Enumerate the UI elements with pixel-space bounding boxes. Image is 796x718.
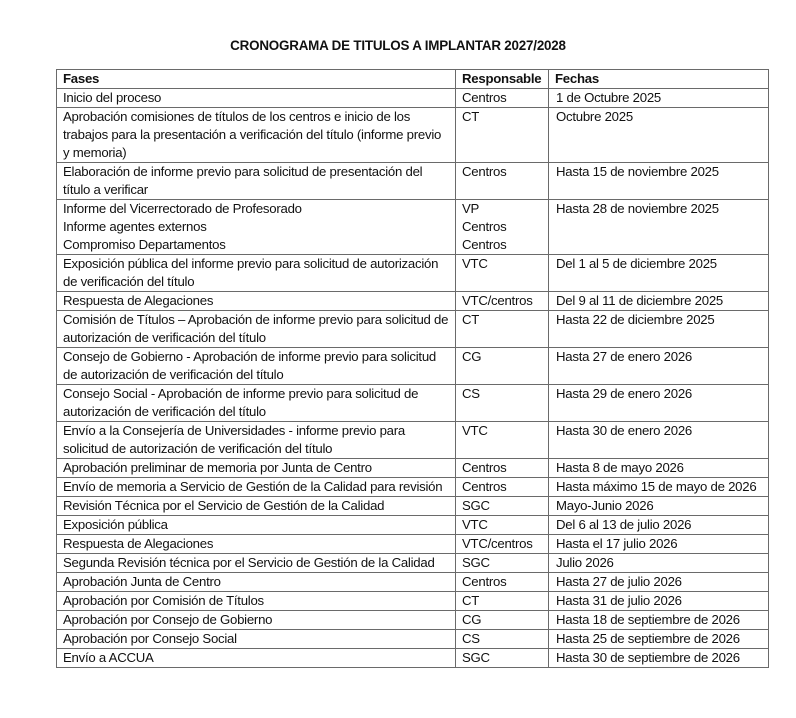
cell-responsable-text: CT: [462, 312, 480, 327]
cell-fecha: [549, 478, 769, 497]
cell-fecha: [549, 630, 769, 649]
cell-responsable: [456, 497, 549, 516]
header-fases: Fases: [57, 70, 456, 89]
cell-responsable-text: SGC: [462, 555, 490, 570]
table-row: [57, 255, 769, 292]
cell-responsable: [456, 163, 549, 200]
cell-fase-text: Aprobación Junta de Centro: [63, 574, 221, 589]
table-header-row: [57, 70, 769, 89]
cell-fecha: [549, 163, 769, 200]
cell-responsable-text: CT: [462, 593, 480, 608]
cell-fase: [57, 163, 456, 200]
cell-fase-text: Elaboración de informe previo para solicitud de presentación del título a verificar: [63, 164, 423, 197]
table-row: [57, 592, 769, 611]
table-row: [57, 459, 769, 478]
cell-responsable: [456, 89, 549, 108]
cell-fase-text: Aprobación por Consejo Social: [63, 631, 237, 646]
cell-responsable-text: VTC/centros: [462, 293, 533, 308]
table-body: [57, 89, 769, 668]
cell-fase: [57, 611, 456, 630]
cell-responsable-text: Centros: [462, 460, 507, 475]
cell-responsable-text: VP: [462, 201, 480, 216]
table-row: [57, 516, 769, 535]
table-row: [57, 292, 769, 311]
cell-fase: [57, 255, 456, 292]
cell-responsable-text: CT: [462, 109, 480, 124]
cell-fecha-text: Hasta 27 de julio 2026: [556, 574, 682, 589]
cell-responsable: [456, 422, 549, 459]
cell-fase-text: Compromiso Departamentos: [63, 237, 226, 252]
cell-fecha: [549, 311, 769, 348]
cell-responsable: [456, 200, 549, 255]
cell-fecha-text: Hasta 30 de septiembre de 2026: [556, 650, 740, 665]
cell-fecha: [549, 535, 769, 554]
cell-fase: [57, 348, 456, 385]
cell-fase-text: Exposición pública del informe previo para solicitud de autorización de verificación del título: [63, 256, 439, 289]
cell-responsable: [456, 611, 549, 630]
cell-fecha: [549, 459, 769, 478]
table-row: [57, 573, 769, 592]
cell-fase-text: Envío de memoria a Servicio de Gestión de la Calidad para revisión: [63, 479, 443, 494]
cell-responsable: [456, 535, 549, 554]
cell-fase: [57, 459, 456, 478]
table-row: [57, 611, 769, 630]
cell-responsable: [456, 348, 549, 385]
cell-fase-text: Consejo Social - Aprobación de informe previo para solicitud de autorización de verificación del título: [63, 386, 419, 419]
cell-fecha: [549, 385, 769, 422]
cell-fecha: [549, 497, 769, 516]
cell-fecha-text: Del 9 al 11 de diciembre 2025: [556, 293, 723, 308]
header-responsable: Responsable: [456, 70, 549, 89]
cell-fase: [57, 108, 456, 163]
cell-fecha: [549, 573, 769, 592]
cell-fecha-text: Hasta 29 de enero 2026: [556, 386, 693, 401]
cell-fase-text: Envío a la Consejería de Universidades - informe previo para solicitud de autorización de verificación del título: [63, 423, 405, 456]
cell-fecha-text: Hasta 18 de septiembre de 2026: [556, 612, 740, 627]
cell-fecha: [549, 422, 769, 459]
schedule-table: [56, 69, 769, 668]
cell-responsable: [456, 292, 549, 311]
table-row: [57, 497, 769, 516]
cell-fecha-text: Hasta máximo 15 de mayo de 2026: [556, 479, 757, 494]
cell-fase-text: Informe agentes externos: [63, 219, 207, 234]
cell-fecha: [549, 108, 769, 163]
cell-fase: [57, 592, 456, 611]
cell-fecha: [549, 89, 769, 108]
document-title: CRONOGRAMA DE TITULOS A IMPLANTAR 2027/2028: [230, 38, 566, 53]
cell-fase-text: Exposición pública: [63, 517, 168, 532]
cell-responsable-text: Centros: [462, 164, 507, 179]
cell-responsable: [456, 649, 549, 668]
cell-fecha: [549, 348, 769, 385]
cell-fecha: [549, 255, 769, 292]
table-row: [57, 649, 769, 668]
table-row: [57, 630, 769, 649]
cell-fase-text: Inicio del proceso: [63, 90, 162, 105]
cell-fase-text: Envío a ACCUA: [63, 650, 154, 665]
cell-responsable-text: CS: [462, 631, 480, 646]
cell-fase: [57, 422, 456, 459]
cell-responsable-text: CG: [462, 612, 482, 627]
cell-fase: [57, 573, 456, 592]
cell-responsable: [456, 108, 549, 163]
cell-fecha-text: Hasta 22 de diciembre 2025: [556, 312, 715, 327]
cell-fase-text: Aprobación comisiones de títulos de los centros e inicio de los trabajos para la presentación a verificación del título (informe previo y memoria): [63, 109, 442, 160]
cell-responsable-text: Centros: [462, 479, 507, 494]
cell-responsable-text: VTC: [462, 517, 488, 532]
table-row: [57, 108, 769, 163]
table-row: [57, 535, 769, 554]
cell-responsable-text: VTC: [462, 423, 488, 438]
cell-fecha-text: 1 de Octubre 2025: [556, 90, 661, 105]
cell-fecha-text: Julio 2026: [556, 555, 614, 570]
cell-fecha: [549, 592, 769, 611]
cell-fecha-text: Hasta 27 de enero 2026: [556, 349, 693, 364]
cell-responsable: [456, 459, 549, 478]
cell-responsable: [456, 630, 549, 649]
cell-fecha-text: Octubre 2025: [556, 109, 633, 124]
cell-responsable-text: Centros: [462, 219, 507, 234]
table-row: [57, 348, 769, 385]
cell-fecha-text: Hasta 30 de enero 2026: [556, 423, 693, 438]
cell-fecha-text: Hasta 28 de noviembre 2025: [556, 201, 719, 216]
cell-fecha-text: Mayo-Junio 2026: [556, 498, 654, 513]
cell-responsable-text: CS: [462, 386, 480, 401]
cell-fecha-text: Del 6 al 13 de julio 2026: [556, 517, 692, 532]
cell-responsable-text: SGC: [462, 650, 490, 665]
cell-responsable-text: VTC: [462, 256, 488, 271]
cell-fase: [57, 630, 456, 649]
cell-fecha: [549, 200, 769, 255]
cell-fecha-text: Hasta el 17 julio 2026: [556, 536, 678, 551]
cell-fase: [57, 497, 456, 516]
cell-fase-text: Consejo de Gobierno - Aprobación de informe previo para solicitud de autorización de verificación del título: [63, 349, 437, 382]
cell-responsable: [456, 554, 549, 573]
cell-responsable-text: Centros: [462, 237, 507, 252]
cell-fecha-text: Hasta 15 de noviembre 2025: [556, 164, 719, 179]
cell-fase-text: Segunda Revisión técnica por el Servicio de Gestión de la Calidad: [63, 555, 435, 570]
cell-fase: [57, 385, 456, 422]
cell-fecha-text: Hasta 25 de septiembre de 2026: [556, 631, 740, 646]
cell-responsable: [456, 385, 549, 422]
cell-responsable-text: VTC/centros: [462, 536, 533, 551]
cell-fase-text: Aprobación preliminar de memoria por Junta de Centro: [63, 460, 372, 475]
cell-fase-text: Informe del Vicerrectorado de Profesorado: [63, 201, 302, 216]
cell-fase-text: Comisión de Títulos – Aprobación de informe previo para solicitud de autorización de verificación del título: [63, 312, 449, 345]
table-row: [57, 385, 769, 422]
table-row: [57, 163, 769, 200]
table-row: [57, 311, 769, 348]
cell-responsable-text: Centros: [462, 90, 507, 105]
cell-fase: [57, 649, 456, 668]
table-row: [57, 200, 769, 255]
cell-fecha: [549, 554, 769, 573]
cell-fase-text: Respuesta de Alegaciones: [63, 536, 214, 551]
cell-fase: [57, 535, 456, 554]
cell-fecha-text: Hasta 31 de julio 2026: [556, 593, 682, 608]
cell-responsable: [456, 311, 549, 348]
cell-responsable: [456, 516, 549, 535]
cell-responsable-text: Centros: [462, 574, 507, 589]
cell-fecha: [549, 516, 769, 535]
table-row: [57, 554, 769, 573]
cell-fase: [57, 292, 456, 311]
cell-fase: [57, 200, 456, 255]
cell-fase: [57, 554, 456, 573]
cell-fase-text: Respuesta de Alegaciones: [63, 293, 214, 308]
cell-fase: [57, 478, 456, 497]
table-row: [57, 478, 769, 497]
cell-fase-text: Aprobación por Consejo de Gobierno: [63, 612, 273, 627]
cell-responsable-text: CG: [462, 349, 482, 364]
table-row: [57, 422, 769, 459]
cell-fase-text: Revisión Técnica por el Servicio de Gestión de la Calidad: [63, 498, 385, 513]
cell-responsable: [456, 255, 549, 292]
cell-fase: [57, 311, 456, 348]
cell-fecha: [549, 611, 769, 630]
cell-fecha-text: Del 1 al 5 de diciembre 2025: [556, 256, 717, 271]
cell-responsable-text: SGC: [462, 498, 490, 513]
table-row: [57, 89, 769, 108]
cell-fase-text: Aprobación por Comisión de Títulos: [63, 593, 264, 608]
cell-responsable: [456, 478, 549, 497]
cell-fecha-text: Hasta 8 de mayo 2026: [556, 460, 684, 475]
cell-fecha: [549, 649, 769, 668]
cell-responsable: [456, 592, 549, 611]
cell-fase: [57, 516, 456, 535]
cell-fase: [57, 89, 456, 108]
cell-responsable: [456, 573, 549, 592]
cell-fecha: [549, 292, 769, 311]
header-fechas: Fechas: [549, 70, 769, 89]
